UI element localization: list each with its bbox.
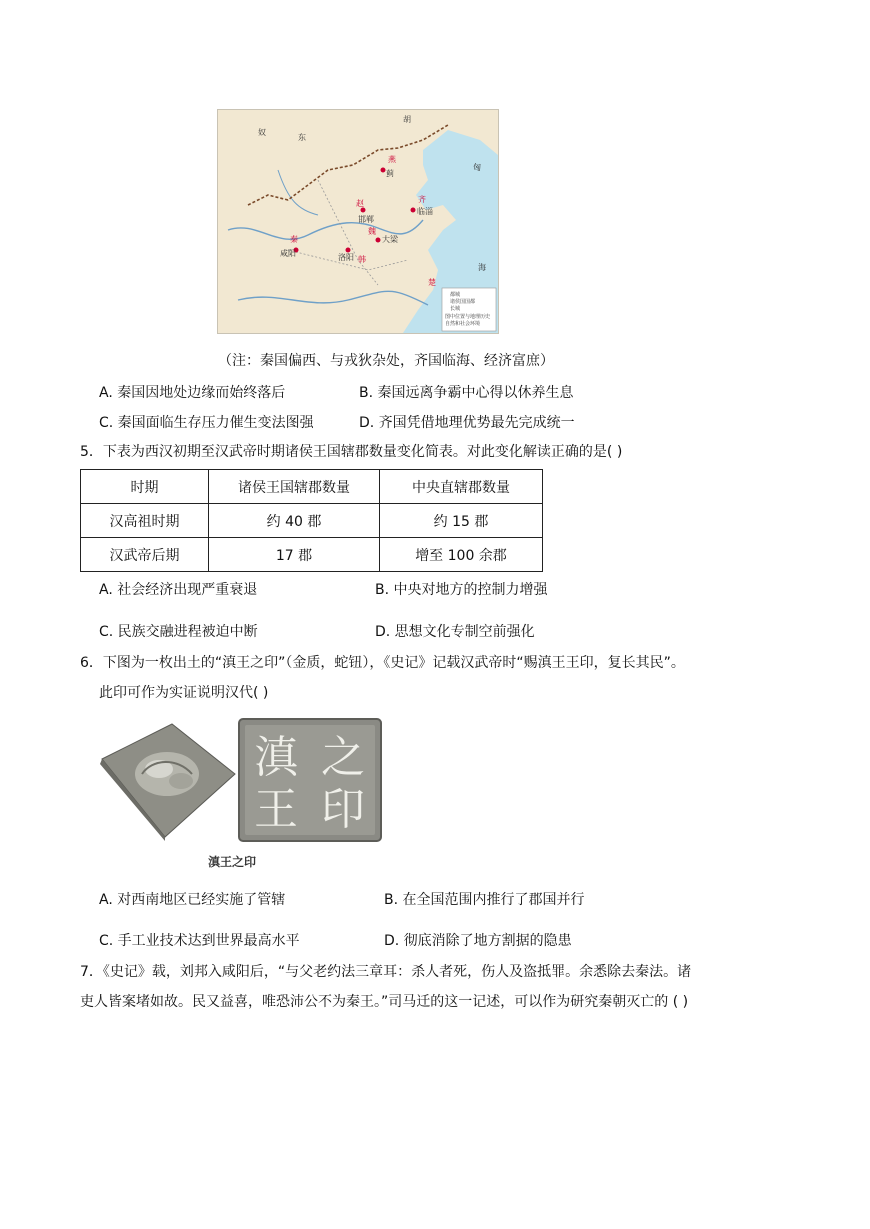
map-label: 蓟: [386, 169, 394, 178]
svg-text:图中位置与地理历史: 图中位置与地理历史: [445, 314, 491, 320]
city-marker: [346, 248, 351, 253]
q5-option-c[interactable]: C. 民族交融进程被迫中断: [99, 624, 258, 640]
q6-option-d[interactable]: D. 彻底消除了地方割据的隐患: [384, 933, 572, 949]
map-label: 韩: [358, 255, 366, 264]
map-label: 秦: [290, 235, 298, 244]
table-cell: 17 郡: [209, 538, 380, 572]
map-label: 洛阳: [338, 253, 354, 262]
map-label: 胡: [403, 115, 411, 124]
q6-option-c[interactable]: C. 手工业技术达到世界最高水平: [99, 933, 300, 949]
seal-char: 滇: [254, 732, 298, 783]
q4-option-c[interactable]: C. 秦国面临生存压力催生变法图强: [99, 415, 314, 431]
table-header: 诸侯王国辖郡数量: [209, 470, 380, 504]
map-label: 临淄: [417, 207, 433, 216]
map-label: 燕: [388, 155, 396, 164]
q5-stem: 5．下表为西汉初期至汉武帝时期诸侯王国辖郡数量变化简表。对此变化解读正确的是( ): [80, 444, 623, 460]
svg-text:都城: 都城: [450, 292, 461, 298]
q4-option-a[interactable]: A. 秦国因地处边缘而始终落后: [99, 385, 286, 401]
map-label: 邯郸: [358, 215, 374, 224]
seal-char: 王: [254, 784, 298, 835]
svg-text:长城: 长城: [450, 306, 461, 312]
table-cell: 约 15 郡: [380, 504, 543, 538]
table-header-row: [81, 470, 543, 504]
city-marker: [411, 208, 416, 213]
historical-map: [217, 109, 499, 334]
table-cell: 汉高祖时期: [81, 504, 209, 538]
seal-char: 之: [321, 732, 365, 783]
q5-option-b[interactable]: B. 中央对地方的控制力增强: [375, 582, 548, 598]
map-note: （注：秦国偏西、与戎狄杂处，齐国临海、经济富庶）: [218, 353, 554, 369]
seal-caption: 滇王之印: [208, 855, 257, 869]
map-label: 楚: [428, 278, 436, 287]
table-cell: 约 40 郡: [209, 504, 380, 538]
svg-text:自然和社会环境: 自然和社会环境: [445, 321, 481, 327]
city-marker: [376, 238, 381, 243]
map-label: 齐: [418, 195, 426, 204]
map-label: 奴: [258, 128, 266, 137]
table-row: [81, 504, 543, 538]
table-header: 中央直辖郡数量: [380, 470, 543, 504]
table-cell: 汉武帝后期: [81, 538, 209, 572]
q6-stem-line1: 6．下图为一枚出土的“滇王之印”（金质，蛇钮），《史记》记载汉武帝时“赐滇王王印，复长其民”。: [80, 655, 685, 671]
map-label: 东: [298, 133, 306, 142]
q5-table: [80, 469, 543, 572]
svg-text:诸侯国国都: 诸侯国国都: [450, 299, 476, 305]
q4-option-b[interactable]: B. 秦国远离争霸中心得以休养生息: [359, 385, 574, 401]
q7-stem-line2: 吏人皆案堵如故。民又益喜，唯恐沛公不为秦王。”司马迁的这一记述，可以作为研究秦朝灭亡的 ( ): [80, 994, 689, 1010]
seal-char: 印: [321, 784, 365, 835]
map-label: 匈: [473, 163, 481, 172]
city-marker: [361, 208, 366, 213]
q6-option-b[interactable]: B. 在全国范围内推行了郡国并行: [384, 892, 585, 908]
q4-option-d[interactable]: D. 齐国凭借地理优势最先完成统一: [359, 415, 575, 431]
map-label: 魏: [368, 227, 376, 236]
q6-option-a[interactable]: A. 对西南地区已经实施了管辖: [99, 892, 286, 908]
seal-face: [236, 716, 384, 844]
q6-stem-line2: 此印可作为实证说明汉代( ): [99, 685, 269, 701]
map-label: 赵: [356, 199, 364, 208]
table-row: [81, 538, 543, 572]
q5-option-a[interactable]: A. 社会经济出现严重衰退: [99, 582, 258, 598]
map-label: 咸阳: [280, 249, 296, 258]
q7-stem-line1: 7．《史记》载，刘邦入咸阳后，“与父老约法三章耳：杀人者死，伤人及盗抵罪。余悉除去秦法。诸: [80, 964, 692, 980]
city-marker: [381, 168, 386, 173]
q5-option-d[interactable]: D. 思想文化专制空前强化: [375, 624, 535, 640]
table-header: 时期: [81, 470, 209, 504]
map-label: 海: [478, 263, 486, 272]
map-graphic: [218, 110, 498, 333]
map-label: 大梁: [382, 235, 398, 244]
seal-photo-top: [97, 719, 237, 841]
table-cell: 增至 100 余郡: [380, 538, 543, 572]
